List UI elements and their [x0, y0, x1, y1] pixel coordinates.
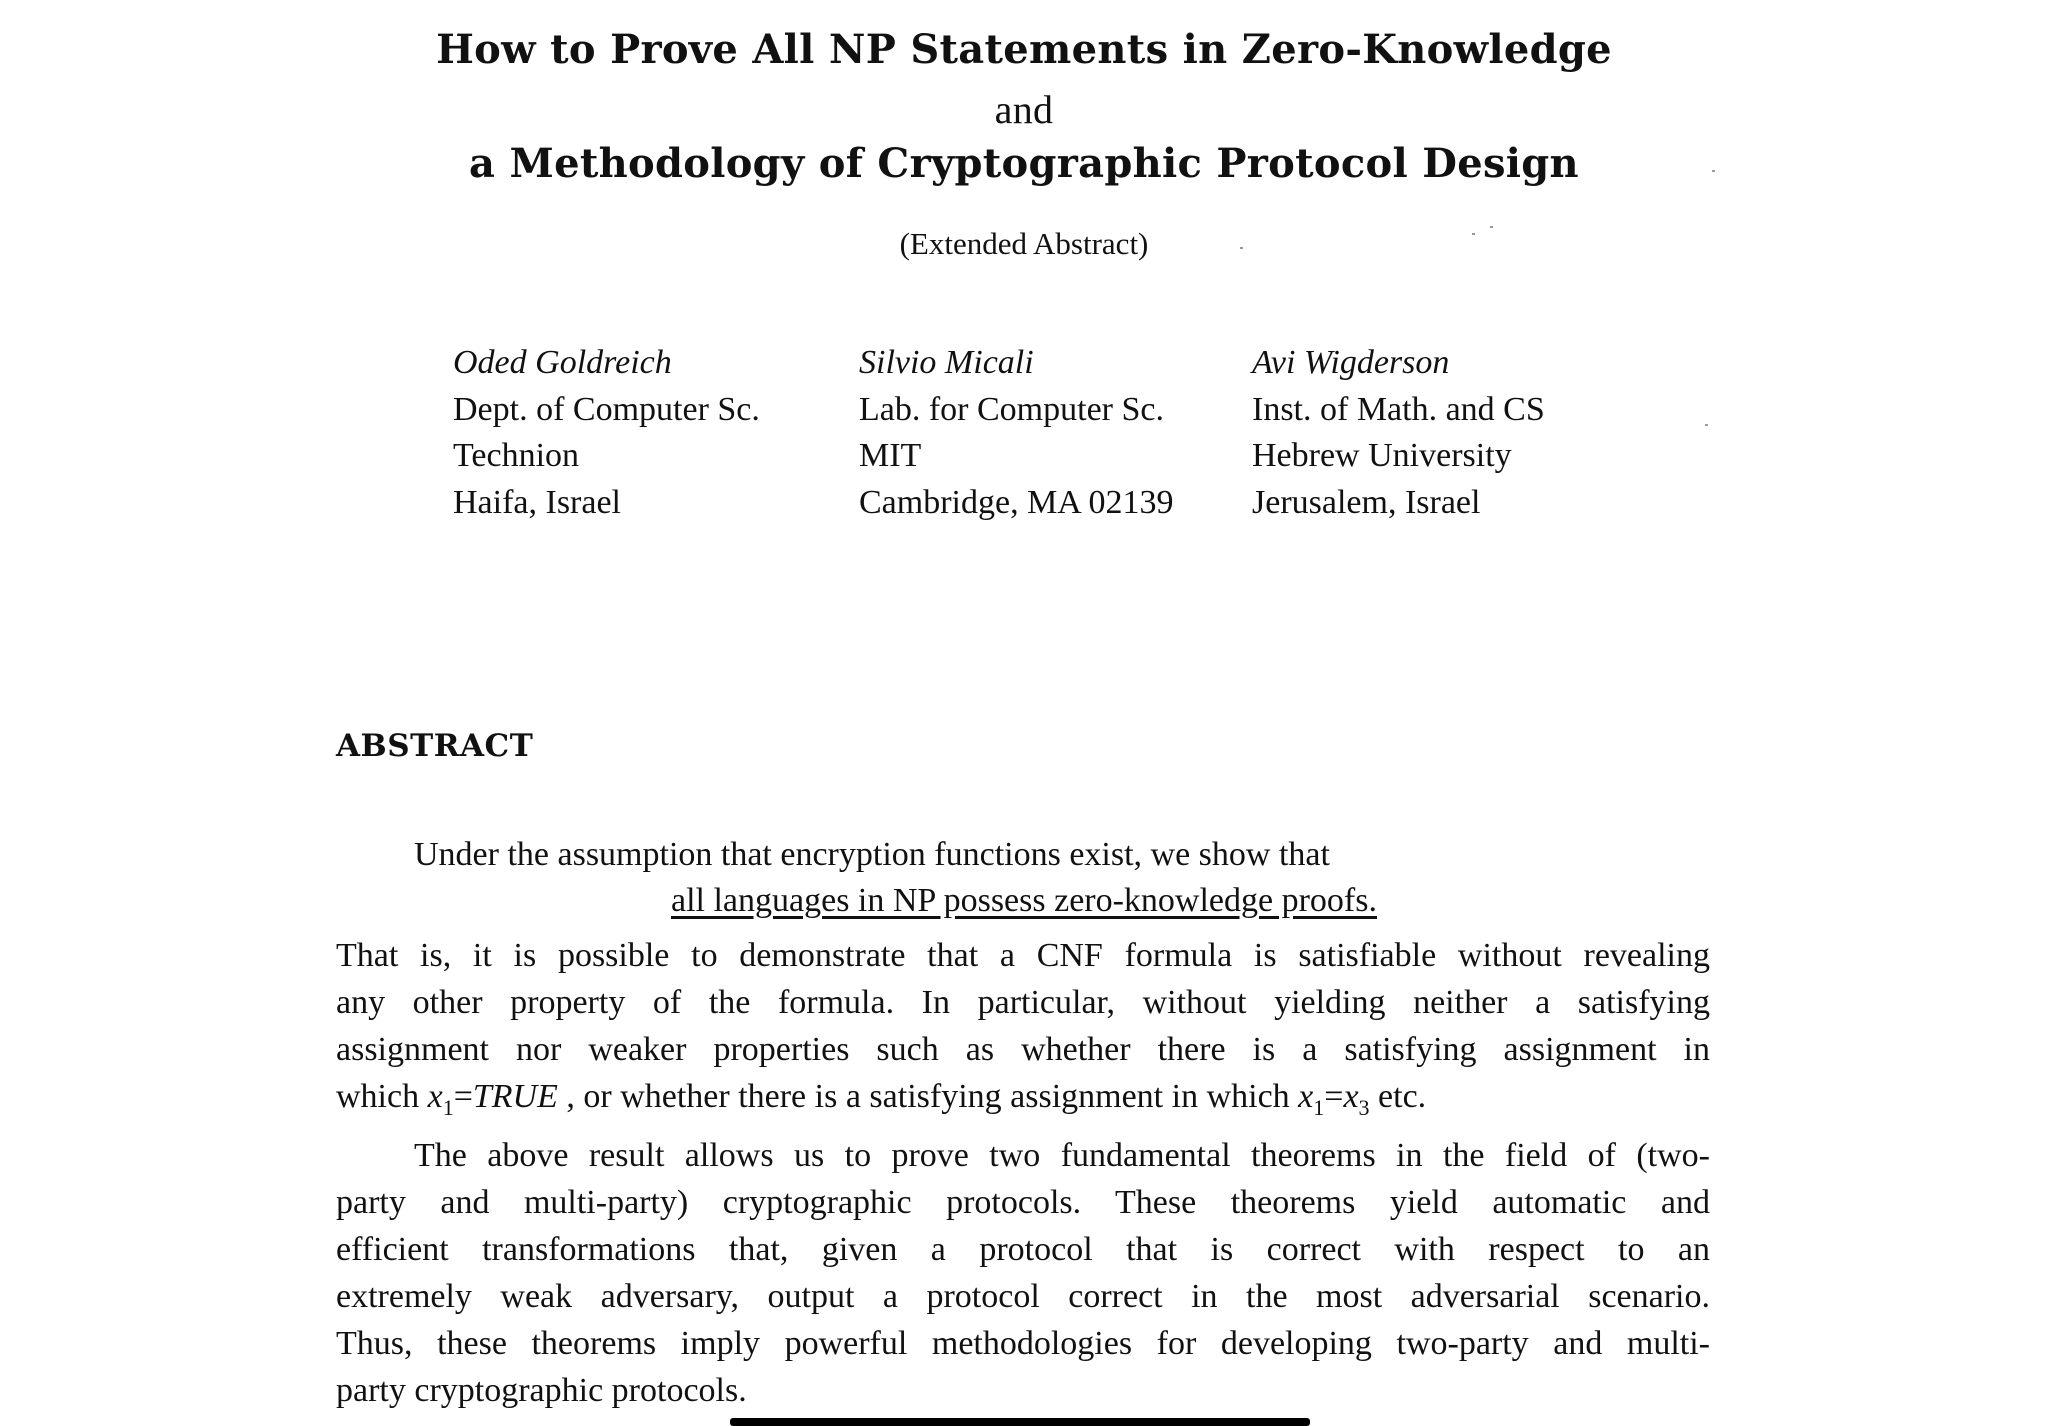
scan-speck [1705, 424, 1708, 426]
math-subscript: 3 [1358, 1095, 1370, 1120]
paper-subtitle: (Extended Abstract) [899, 226, 1149, 261]
author-affiliation-dept: Lab. for Computer Sc. [859, 390, 1164, 428]
abstract-p2-line-3: assignment nor weaker properties such as whether there is a satisfying assignment in [336, 1031, 1710, 1068]
author-block-micali [859, 340, 1173, 526]
abstract-p3-line-6: party cryptographic protocols. [336, 1372, 747, 1409]
abstract-p3-line-4: extremely weak adversary, output a protocol correct in the most adversarial scenario. [336, 1278, 1710, 1315]
math-constant: TRUE [472, 1078, 558, 1115]
abstract-p2-line-1: That is, it is possible to demonstrate that a CNF formula is satisfiable without revealing [336, 937, 1710, 974]
author-block-goldreich [453, 340, 760, 526]
math-equals: = [1324, 1078, 1344, 1115]
math-subscript: 1 [1313, 1095, 1325, 1120]
author-block-wigderson [1252, 340, 1545, 526]
scan-speck [1472, 233, 1475, 235]
paper-title-line-3: a Methodology of Cryptographic Protocol Design [469, 140, 1579, 187]
scan-bottom-edge-bar [730, 1418, 1310, 1426]
abstract-p3-line-1: The above result allows us to prove two fundamental theorems in the field of (two- [414, 1137, 1710, 1174]
author-affiliation-institution: MIT [859, 437, 922, 474]
paper-title-line-2: and [994, 87, 1054, 132]
abstract-p2-line-2: any other property of the formula. In particular, without yielding neither a satisfying [336, 984, 1710, 1021]
author-affiliation-location: Cambridge, MA 02139 [859, 483, 1174, 521]
math-subscript: 1 [442, 1095, 454, 1120]
scan-speck [1712, 170, 1715, 172]
author-affiliation-location: Haifa, Israel [453, 483, 622, 521]
author-affiliation-dept: Inst. of Math. and CS [1252, 390, 1545, 428]
scan-speck [1490, 226, 1493, 228]
text-segment: , or whether there is a satisfying assignment in which [557, 1078, 1299, 1115]
scan-speck [1240, 247, 1243, 249]
text-segment: etc. [1369, 1078, 1427, 1115]
abstract-p3-line-5: Thus, these theorems imply powerful methodologies for developing two-party and multi- [336, 1325, 1710, 1362]
author-name: Silvio Micali [859, 344, 1034, 381]
author-affiliation-dept: Dept. of Computer Sc. [453, 390, 760, 428]
math-equals: = [453, 1078, 473, 1115]
author-affiliation-institution: Hebrew University [1252, 437, 1512, 474]
math-variable: x [1298, 1078, 1314, 1115]
math-variable: x [427, 1078, 443, 1115]
author-name: Avi Wigderson [1252, 344, 1450, 381]
abstract-p1-line-1: Under the assumption that encryption functions exist, we show that [414, 836, 1330, 873]
text-segment: which [336, 1078, 428, 1115]
math-variable: x [1343, 1078, 1359, 1115]
abstract-p3-line-2: party and multi-party) cryptographic protocols. These theorems yield automatic and [336, 1184, 1710, 1221]
abstract-heading: ABSTRACT [336, 728, 534, 764]
author-name: Oded Goldreich [453, 344, 672, 381]
paper-title-line-1: How to Prove All NP Statements in Zero-Knowledge [436, 26, 1612, 73]
abstract-p2-line-4 [336, 1078, 1426, 1121]
abstract-p1-underlined-claim: all languages in NP possess zero-knowledge proofs. [671, 882, 1377, 919]
author-affiliation-institution: Technion [453, 437, 580, 474]
author-affiliation-location: Jerusalem, Israel [1252, 483, 1481, 521]
abstract-p3-line-3: efficient transformations that, given a protocol that is correct with respect to an [336, 1231, 1710, 1268]
